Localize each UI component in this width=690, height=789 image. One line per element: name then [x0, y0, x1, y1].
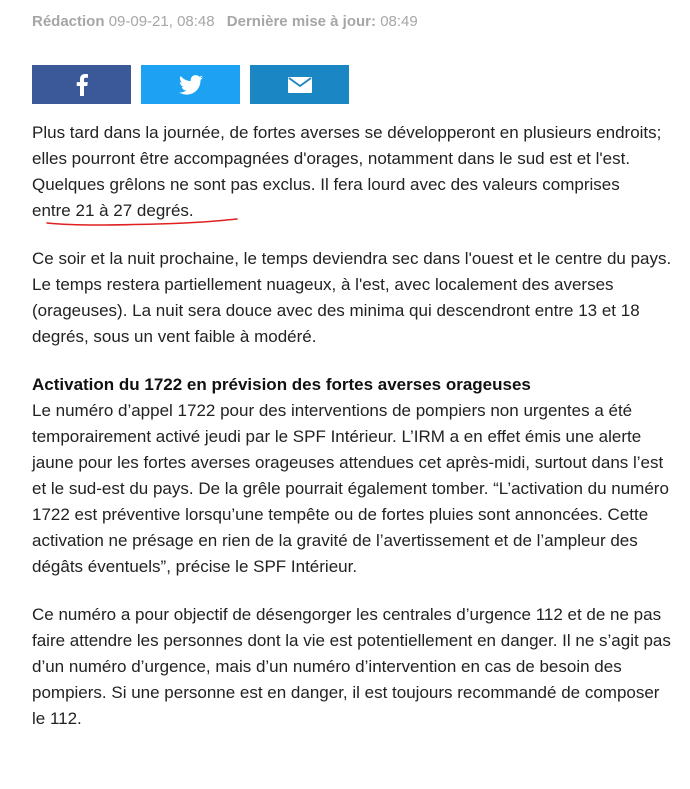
redaction-date: 09-09-21, 08:48 [108, 13, 215, 30]
twitter-icon [179, 75, 203, 95]
update-time: 08:49 [380, 13, 418, 30]
envelope-icon [288, 77, 312, 93]
article-meta [32, 13, 418, 30]
paragraph-4: Ce numéro a pour objectif de désengorger les centrales d’urgence 112 et de ne pas faire attendre les personnes dont la vie est potentiellement en danger. Il ne s’agit pas d’un numéro d’urgence, mais d’un numéro d’intervention en cas de besoin des pompiers. Si une personne est en danger, il est toujours recommandé de composer le 112. [32, 605, 671, 728]
paragraph-1-text: Plus tard dans la journée, de fortes averses se développeront en plusieurs endroits; elles pourront être accompagnées d'orages, notamment dans le sud est et l'est. Quelques grêlons ne sont pas exclus. Il fera lourd avec des valeurs comprises en [32, 123, 662, 220]
section-heading: Activation du 1722 en prévision des fortes averses orageuses [32, 375, 531, 394]
facebook-icon [76, 74, 88, 96]
facebook-share-button[interactable] [32, 65, 131, 104]
red-underline-annotation [47, 217, 247, 227]
update-label: Dernière mise à jour: [226, 13, 377, 30]
paragraph-1-end: . [188, 201, 194, 220]
annotated-phrase [51, 201, 189, 220]
article-body [32, 120, 672, 754]
share-bar [32, 65, 349, 104]
paragraph-2: Ce soir et la nuit prochaine, le temps deviendra sec dans l'ouest et le centre du pays. Le temps restera partiellement nuageux, à l'est, avec localement des averses (orageuses). La nuit sera douce avec des minima qui descendront entre 13 et 18 degrés, sous un vent faible à modéré. [32, 249, 672, 346]
annotated-text: tre 21 à 27 degrés [50, 201, 189, 220]
twitter-share-button[interactable] [141, 65, 240, 104]
paragraph-3: Le numéro d’appel 1722 pour des interventions de pompiers non urgentes a été temporairement activé jeudi par le SPF Intérieur. L’IRM a en effet émis une alerte jaune pour les fortes averses orageuses attendues cet après-midi, surtout dans l’est et le sud-est du pays. De la grêle pourrait également tomber. “L’activation du numéro 1722 est préventive lorsqu’une tempête ou de fortes pluies sont annoncées. Cette activation ne présage en rien de la gravité de l’avertissement et de l’ampleur des dégâts éventuels”, précise le SPF Intérieur. [32, 401, 669, 576]
paragraph-1 [32, 120, 672, 224]
email-share-button[interactable] [250, 65, 349, 104]
redaction-label: Rédaction [32, 13, 105, 30]
